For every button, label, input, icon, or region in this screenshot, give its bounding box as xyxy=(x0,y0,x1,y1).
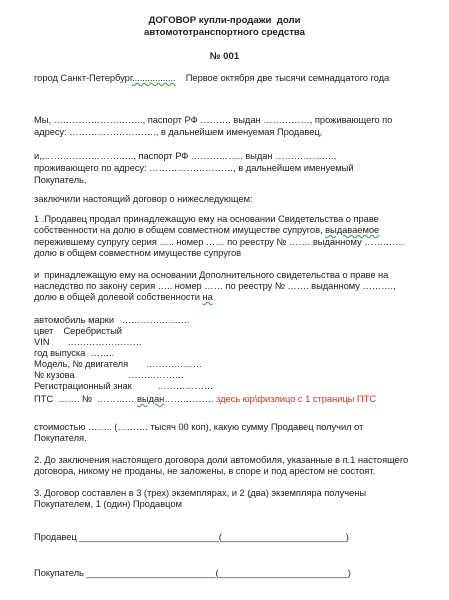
clause-3-line-2: Покупателем, 1 (один) Продавцом xyxy=(34,498,182,509)
clause-1b-underlined: на xyxy=(202,291,213,302)
clause-2-line-2: договора, никому не проданы, не заложены, в споре и под арестом не состоят. xyxy=(34,465,376,476)
seller-signature-label: Продавец xyxy=(34,531,77,542)
seller-signature-blank: ___________________________(________________________) xyxy=(79,531,349,542)
buyer-signature-line xyxy=(34,567,351,578)
clause-1-line-3: пережившему супругу серия ….. номер …… по реестру № ……. выданному …………. xyxy=(34,236,404,247)
clause-1-line-1: 1 .Продавец продал принадлежащую ему на основании Свидетельства о праве xyxy=(34,213,379,224)
contract-date: Первое октября две тысячи семнадцатого года xyxy=(185,72,390,83)
document-title: ДОГОВОР купли-продажи доли xyxy=(148,15,301,26)
buyer-line-1: и,,……………………….., паспорт РФ …………….. выдан ………………., xyxy=(34,150,337,161)
clause-3-line-1: 3. Договор составлен в 3 (трех) экземплярах, и 2 (два) экземпляра получены xyxy=(34,487,367,498)
pts-issued-by: выдан xyxy=(136,393,165,404)
pts-note: здесь юр\физлицо с 1 страницы ПТС xyxy=(216,393,376,404)
header-line xyxy=(34,72,389,83)
document-subtitle: автомототранспортного средства xyxy=(144,27,305,38)
clause-1b-line-2: наследство по закону серия ….. номер …… по реестру № ……. выданному ………., xyxy=(34,280,396,291)
seller-line-1: Мы, ……………………….., паспорт РФ ………. выдан ……………, проживающего по xyxy=(34,114,393,125)
buyer-signature-blank: _________________________(_________________________) xyxy=(86,567,351,578)
seller-signature-line xyxy=(34,531,349,542)
clause-1b-line-1: и принадлежащую ему на основании Дополнительного свидетельства о праве на xyxy=(34,269,389,280)
vehicle-make: автомобиль марки …………………. xyxy=(34,314,190,325)
intro-line: заключили настоящий договор о нижеследующем: xyxy=(34,193,253,204)
clause-1-line-2: собственности на долю в общем совместном имуществе супругов, выдаваемое xyxy=(34,224,380,235)
vehicle-vin: VIN …………………… xyxy=(34,336,142,347)
clause-2-line-1: 2. До заключения настоящего договора доли автомобиля, указанные в п.1 настоящего xyxy=(34,454,409,465)
clause-1b-line-3: долю в общей долевой собственности на xyxy=(34,291,213,302)
buyer-signature-label: Покупатель xyxy=(34,567,84,578)
vehicle-engine: Модель, № двигателя ……………… xyxy=(34,358,202,369)
cost-line-1: стоимостью …….. (………. тысяч 00 коп), какую сумму Продавец получил от xyxy=(34,421,364,432)
buyer-line-2: проживающего по адресу: ………………………, в дальнейшем именуемый xyxy=(34,162,354,173)
clause-1-line-4: долю в общем совместном имуществе супругов xyxy=(34,247,242,258)
vehicle-pts: ПТС ……. № ………… выдан……………. здесь юр\физлицо с 1 страницы ПТС xyxy=(34,393,376,404)
vehicle-registration: Регистрационный знак ……………… xyxy=(34,380,214,391)
vehicle-body: № кузова ……………… xyxy=(34,369,185,380)
seller-line-2: адресу: ………………………., в дальнейшем именуемая Продавец, xyxy=(34,126,323,137)
city-blank: ................. xyxy=(132,72,176,83)
vehicle-color: цвет Серебристый xyxy=(34,325,122,336)
clause-1-underlined: выдаваемое xyxy=(325,224,380,235)
document-number: № 001 xyxy=(209,51,240,62)
cost-line-2: Покупателя. xyxy=(34,432,87,443)
vehicle-year: год выпуска …….. xyxy=(34,347,115,358)
city: город Санкт-Петербург xyxy=(34,72,133,83)
buyer-line-3: Покупатель, xyxy=(34,174,87,185)
